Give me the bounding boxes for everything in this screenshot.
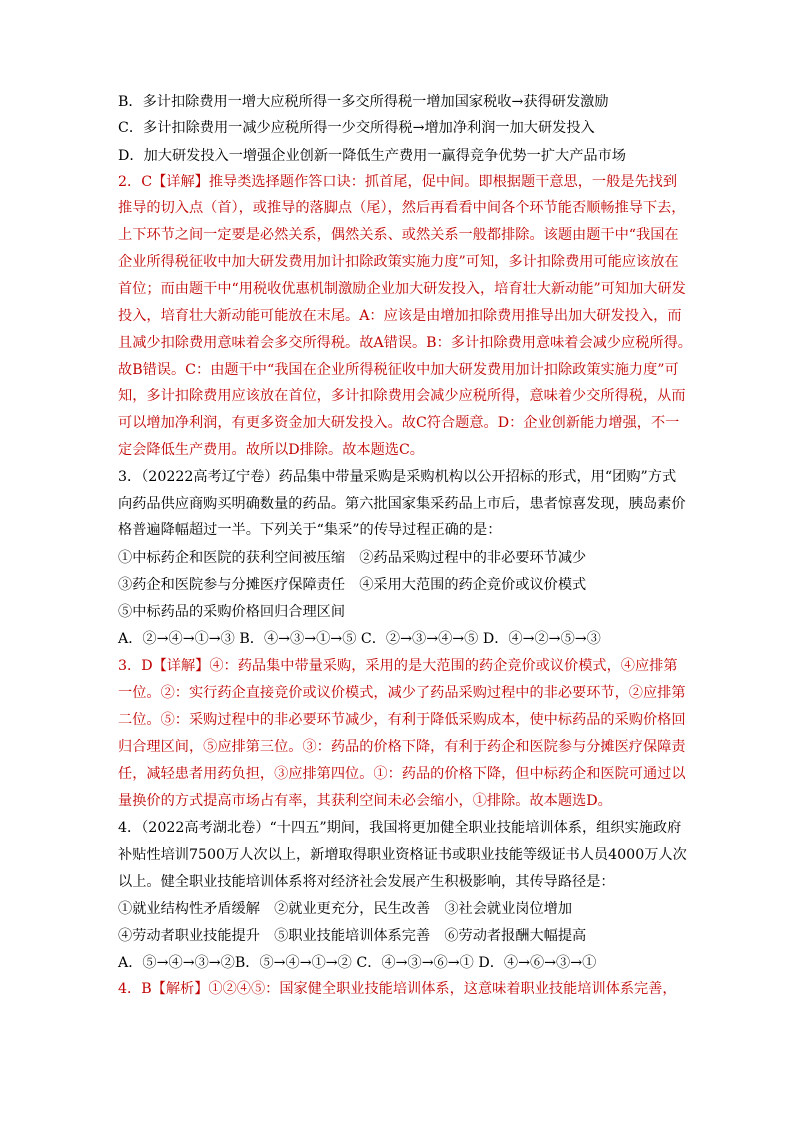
text-line [118,845,687,865]
text-segment: ①中标药企和医院的获利空间被压缩 ②药品采购过程中的非必要环节减少 [118,550,587,566]
text-segment: 4．（2022高考湖北卷）“十四五”期间，我国将更加健全职业技能培训体系，组织实施政府 [118,820,682,836]
text-segment: 一位。②：实行药企直接竞价或议价模式，减少了药品采购过程中的非必要环节，②应排第 [118,685,686,701]
text-line [118,575,586,595]
text-line [118,979,677,999]
text-segment: A．②→④→①→③ B．④→③→①→⑤ C．②→③→④→⑤ D．④→②→⑤→③ [118,631,601,647]
text-segment: 二位。⑤：采购过程中的非必要环节减少，有利于降低采购成本，使中标药品的采购价格回 [118,712,686,728]
text-line [118,440,424,460]
text-segment: 3．D【详解】④：药品集中带量采购，采用的是大范围的药企竞价或议价模式，④应排第 [118,658,678,674]
text-line [118,764,686,784]
text-line [118,629,601,649]
text-line [118,306,682,326]
text-line [118,899,572,919]
text-segment: 向药品供应商购买明确数量的药品。第六批国家集采药品上市后，患者惊喜发现，胰岛素价 [118,496,686,512]
text-segment: A．⑤→④→③→②B．⑤→④→①→② C．④→③→⑥→① D．④→⑥→③→① [118,955,597,971]
text-segment: 知，多计扣除费用应该放在首位，多计扣除费用会减少应税所得，意味着少交所得税，从而 [118,388,686,404]
text-segment: 格普遍降幅超过一半。下列关于“集采”的传导过程正确的是： [118,522,502,538]
text-line [118,172,677,192]
text-line [118,92,609,112]
text-line [118,737,686,757]
text-line [118,602,345,622]
text-line [118,520,501,540]
text-segment: 2．C【详解】 [118,174,209,190]
text-line [118,225,679,245]
text-segment: B．多计扣除费用一增大应税所得一多交所得税一增加国家税收→获得研发激励 [118,94,609,110]
text-line [118,953,596,973]
text-segment: 定会降低生产费用。故所以D排除。故本题选C。 [118,442,424,458]
text-segment: 企业所得税征收中加大研发费用加计扣除政策实施力度”可知，多计扣除费用可能应该放在 [118,254,679,270]
text-segment: 可以增加净利润，有更多资金加大研发投入。故C符合题意。D：企业创新能力增强，不一 [118,415,680,431]
text-segment: ③药企和医院参与分摊医疗保障责任 ④采用大范围的药企竞价或议价模式 [118,577,587,593]
text-segment: ④劳动者职业技能提升 ⑤职业技能培训体系完善 ⑥劳动者报酬大幅提高 [118,928,587,944]
text-segment: ⑤中标药品的采购价格回归合理区间 [118,604,346,620]
text-line [118,656,678,676]
text-line [118,818,681,838]
text-segment: 首位；而由题干中“用税收优惠机制激励企业加大研发投入，培育壮大新动能”可知加大研发 [118,281,686,297]
text-line [118,386,686,406]
text-segment: 投入，培育壮大新动能可能放在末尾。A：应该是由增加扣除费用推导出加大研发投入，而 [118,308,682,324]
text-line [118,198,686,218]
text-line [118,548,586,568]
text-segment: D．加大研发投入一增强企业创新一降低生产费用一赢得竞争优势一扩大产品市场 [118,148,626,164]
text-segment: 且减少扣除费用意味着会多交所得税。故A错误。B：多计扣除费用意味着会减少应税所得。 [118,335,692,351]
text-segment: 任，减轻患者用药负担，③应排第四位。①：药品的价格下降，但中标药企和医院可通过以 [118,766,686,782]
text-line [118,710,686,730]
text-segment: 故B错误。C：由题干中“我国在企业所得税征收中加大研发费用加计扣除政策实施力度”可 [118,362,679,378]
text-segment: 补贴性培训7500万人次以上，新增取得职业资格证书或职业技能等级证书人员4000万人次 [118,847,687,863]
text-line [118,872,615,892]
text-segment: 推导类选择题作答口诀：抓首尾，促中间。即根据题干意思，一般是先找到 [208,174,678,190]
text-segment: 推导的切入点（首），或推导的落脚点（尾），然后再看看中间各个环节能否顺畅推导下去， [118,200,686,216]
text-segment: 4．B【解析】①②④⑤：国家健全职业技能培训体系，这意味着职业技能培训体系完善， [118,981,677,997]
text-line [118,146,626,166]
text-line [118,360,679,380]
text-line [118,926,586,946]
text-line [118,279,686,299]
text-segment: 量换价的方式提高市场占有率，其获利空间未必会缩小，①排除。故本题选D。 [118,793,612,809]
text-line [118,494,686,514]
text-segment: ①就业结构性矛盾缓解 ②就业更充分，民生改善 ③社会就业岗位增加 [118,901,573,917]
text-line [118,683,686,703]
text-segment: 归合理区间，⑤应排第三位。③：药品的价格下降，有利于药企和医院参与分摊医疗保障责 [118,739,686,755]
text-segment: 以上。健全职业技能培训体系将对经济社会发展产生积极影响，其传导路径是： [118,874,615,890]
text-line [118,413,679,433]
text-line [118,791,612,811]
text-line [118,333,692,353]
text-segment: C．多计扣除费用一减少应税所得一少交所得税→增加净利润一加大研发投入 [118,120,595,136]
text-line [118,118,595,138]
text-line [118,467,676,487]
text-segment: 上下环节之间一定要是必然关系，偶然关系、或然关系一般都排除。该题由题干中“我国在 [118,227,679,243]
text-line [118,252,679,272]
text-segment: 3．（20222高考辽宁卷）药品集中带量采购是采购机构以公开招标的形式，用“团购”方式 [118,469,677,485]
